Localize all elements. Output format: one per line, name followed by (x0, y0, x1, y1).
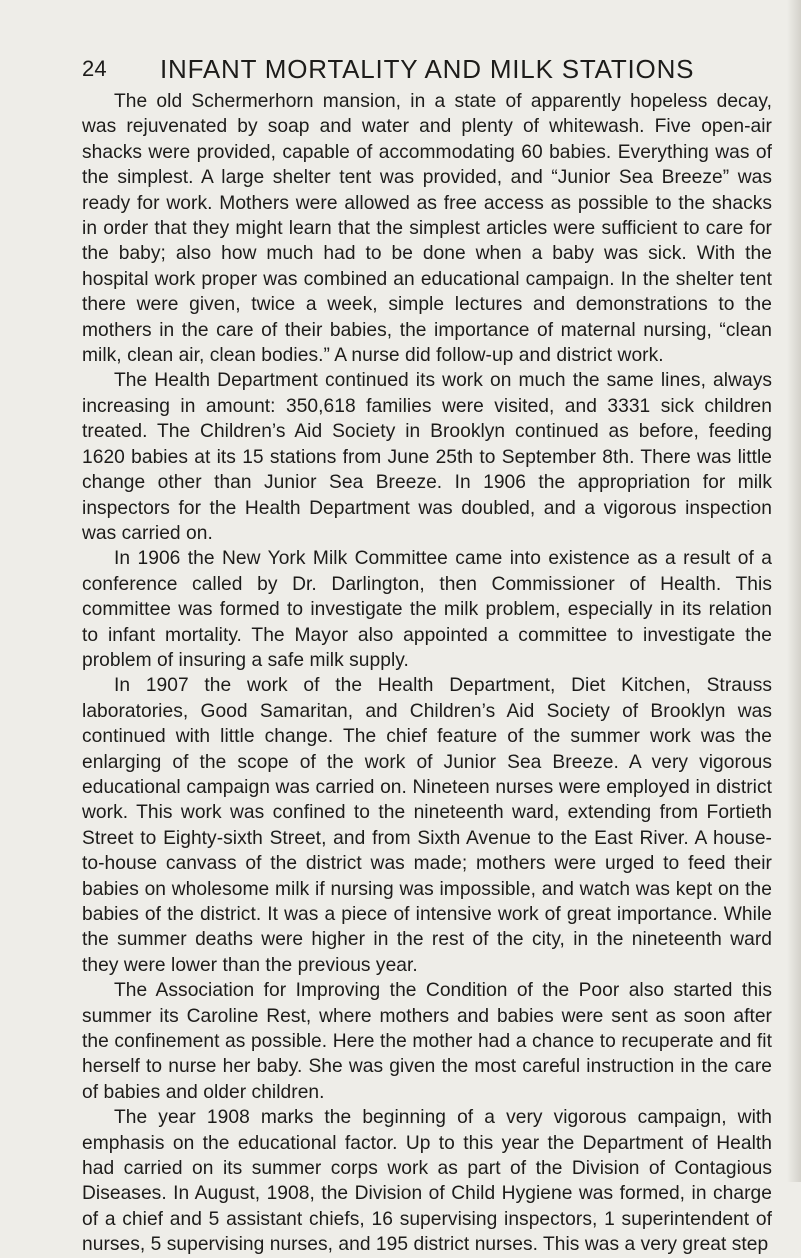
body-text (82, 89, 772, 1258)
paragraph-health-department: The Health Department continued its work on much the same lines, always increasing in amount: 350,618 families were visited, and 3331 sick children treated. The Children’s Aid Society in Brooklyn continued as before, feeding 1620 babies at its 15 stations from June 25th to September 8th. There was little change other than Junior Sea Breeze. In 1906 the appropriation for milk inspectors for the Health Department was doubled, and a vigorous inspection was carried on. (82, 370, 772, 544)
running-head: INFANT MORTALITY AND MILK STATIONS (160, 54, 695, 84)
page-header (82, 52, 782, 86)
paragraph-caroline-rest: The Association for Improving the Condition of the Poor also started this summer its Caroline Rest, where mothers and babies were sent as soon after the confinement as possible. Here the mother had a chance to recuperate and fit herself to nurse her baby. She was given the most careful instruction in the care of babies and older children. (82, 980, 772, 1103)
page-edge-shadow (787, 0, 801, 1182)
paragraph-1908-campaign: The year 1908 marks the beginning of a very vigorous campaign, with emphasis on the educational factor. Up to this year the Department of Health had carried on its summer corps work as part of the Division of Contagious Diseases. In August, 1908, the Division of Child Hygiene was formed, in charge of a chief and 5 assistant chiefs, 16 supervising inspectors, 1 superintendent of nurses, 5 supervising nurses, and 195 district nurses. This was a very great step (82, 1107, 772, 1256)
paragraph-milk-committee: In 1906 the New York Milk Committee came into existence as a result of a conference called by Dr. Darlington, then Commissioner of Health. This committee was formed to investigate the milk problem, especially in its relation to infant mortality. The Mayor also appointed a committee to investigate the problem of insuring a safe milk supply. (82, 548, 772, 671)
page-number: 24 (82, 56, 107, 81)
paragraph-1907-work: In 1907 the work of the Health Department, Diet Kitchen, Strauss laboratories, Good Samaritan, and Children’s Aid Society of Brooklyn was continued with little change. The chief feature of the summer work was the enlarging of the scope of the work of Junior Sea Breeze. A very vigorous educational campaign was carried on. Nineteen nurses were employed in district work. This work was confined to the nineteenth ward, extending from Fortieth Street to Eighty-sixth Street, and from Sixth Avenue to the East River. A house-to-house canvass of the district was made; mothers were urged to feed their babies on wholesome milk if nursing was impossible, and watch was kept on the babies of the district. It was a piece of intensive work of great importance. While the summer deaths were higher in the rest of the city, in the nineteenth ward they were lower than the previous year. (82, 675, 772, 976)
paragraph-schermerhorn-mansion: The old Schermerhorn mansion, in a state of apparently hopeless decay, was rejuvenated by soap and water and plenty of whitewash. Five open-air shacks were provided, capable of accommodating 60 babies. Everything was of the simplest. A large shelter tent was provided, and “Junior Sea Breeze” was ready for work. Mothers were allowed as free access as possible to the shacks in order that they might learn that the simplest articles were sufficient to care for the baby; also how much had to be done when a baby was sick. With the hospital work proper was combined an educational campaign. In the shelter tent there were given, twice a week, simple lectures and demonstrations to the mothers in the care of their babies, the importance of maternal nursing, “clean milk, clean air, clean bodies.” A nurse did follow-up and district work. (82, 91, 772, 367)
